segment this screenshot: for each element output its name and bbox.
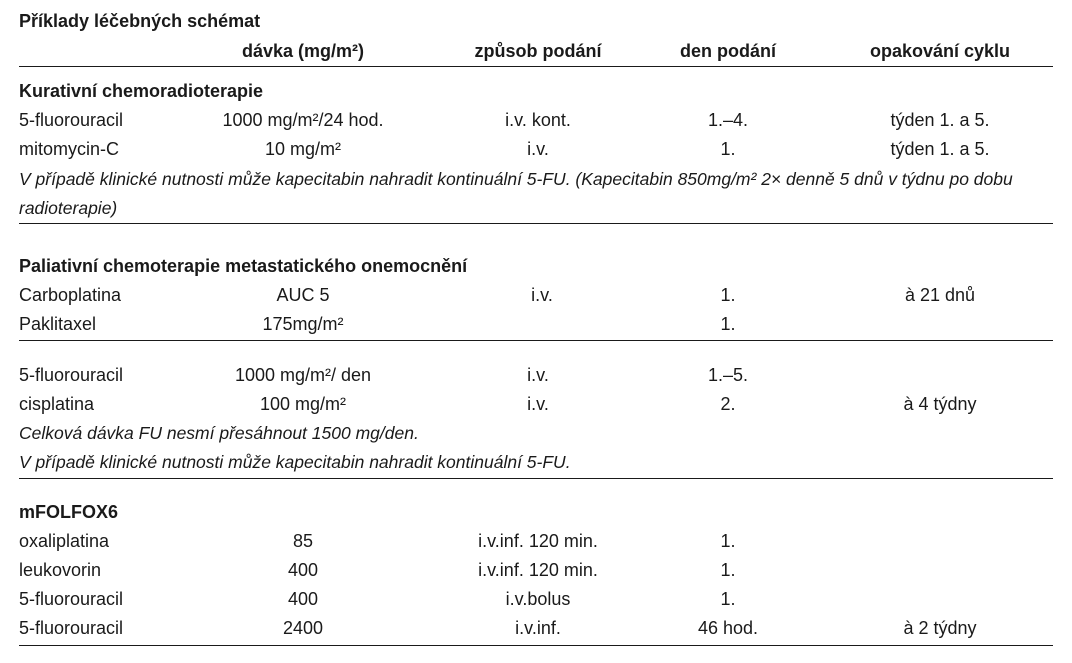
cell-dose: 2400	[282, 618, 324, 638]
cell-dose: 1000 mg/m²/24 hod.	[222, 110, 384, 130]
cell-route: i.v.	[527, 394, 549, 414]
cell-cycle: à 2 týdny	[903, 618, 977, 638]
footnote: V případě klinické nutnosti může kapecitabin nahradit kontinuální 5-FU. (Kapecitabin 850mg/m² 2× denně 5 dnů v týdnu po dobu radioterapie)	[19, 169, 1013, 218]
cell-route: i.v.inf.	[515, 618, 561, 638]
cell-drug: oxaliplatina	[19, 531, 110, 551]
cell-drug: 5-fluorouracil	[19, 110, 124, 130]
section-rule	[19, 223, 1053, 224]
cell-day: 1.–4.	[707, 110, 749, 130]
cell-dose: 400	[287, 560, 319, 580]
cell-drug: Carboplatina	[19, 285, 122, 305]
cell-day: 1.	[720, 139, 736, 159]
cell-cycle: à 4 týdny	[903, 394, 977, 414]
cell-day: 46 hod.	[697, 618, 759, 638]
cell-dose: AUC 5	[276, 285, 330, 305]
section-rule	[19, 478, 1053, 479]
cell-dose: 400	[287, 589, 319, 609]
cell-day: 1.	[720, 589, 736, 609]
cell-cycle: týden 1. a 5.	[890, 110, 990, 130]
cell-route: i.v.	[531, 285, 553, 305]
header-route: způsob podání	[474, 41, 602, 61]
cell-dose: 175mg/m²	[262, 314, 344, 334]
cell-drug: 5-fluorouracil	[19, 618, 124, 638]
table-title: Příklady léčebných schémat	[19, 11, 261, 31]
cell-drug: mitomycin-C	[19, 139, 120, 159]
cell-day: 1.–5.	[707, 365, 749, 385]
cell-dose: 1000 mg/m²/ den	[234, 365, 372, 385]
cell-drug: Paklitaxel	[19, 314, 97, 334]
section-heading: Paliativní chemoterapie metastatického onemocnění	[19, 256, 468, 276]
cell-drug: 5-fluorouracil	[19, 589, 124, 609]
cell-cycle: týden 1. a 5.	[890, 139, 990, 159]
cell-day: 2.	[720, 394, 736, 414]
cell-route: i.v.	[527, 139, 549, 159]
cell-day: 1.	[720, 314, 736, 334]
footnote: Celková dávka FU nesmí přesáhnout 1500 mg/den.	[19, 423, 419, 443]
cell-day: 1.	[720, 531, 736, 551]
cell-dose: 85	[292, 531, 314, 551]
header-rule	[19, 66, 1053, 67]
cell-route: i.v.inf. 120 min.	[478, 560, 598, 580]
cell-day: 1.	[720, 560, 736, 580]
header-cycle: opakování cyklu	[869, 41, 1011, 61]
cell-drug: leukovorin	[19, 560, 102, 580]
cell-day: 1.	[720, 285, 736, 305]
header-dose: dávka (mg/m²)	[241, 41, 365, 61]
cell-dose: 100 mg/m²	[259, 394, 347, 414]
cell-route: i.v.bolus	[505, 589, 571, 609]
cell-cycle: à 21 dnů	[904, 285, 976, 305]
cell-route: i.v.	[527, 365, 549, 385]
section-heading: mFOLFOX6	[19, 502, 119, 522]
footnote: V případě klinické nutnosti může kapecitabin nahradit kontinuální 5-FU.	[19, 452, 571, 472]
section-rule	[19, 340, 1053, 341]
cell-route: i.v.inf. 120 min.	[478, 531, 598, 551]
section-heading: Kurativní chemoradioterapie	[19, 81, 264, 101]
bottom-rule	[19, 645, 1053, 646]
cell-drug: 5-fluorouracil	[19, 365, 124, 385]
cell-drug: cisplatina	[19, 394, 95, 414]
cell-route: i.v. kont.	[505, 110, 571, 130]
header-day: den podání	[680, 41, 776, 61]
cell-dose: 10 mg/m²	[264, 139, 342, 159]
